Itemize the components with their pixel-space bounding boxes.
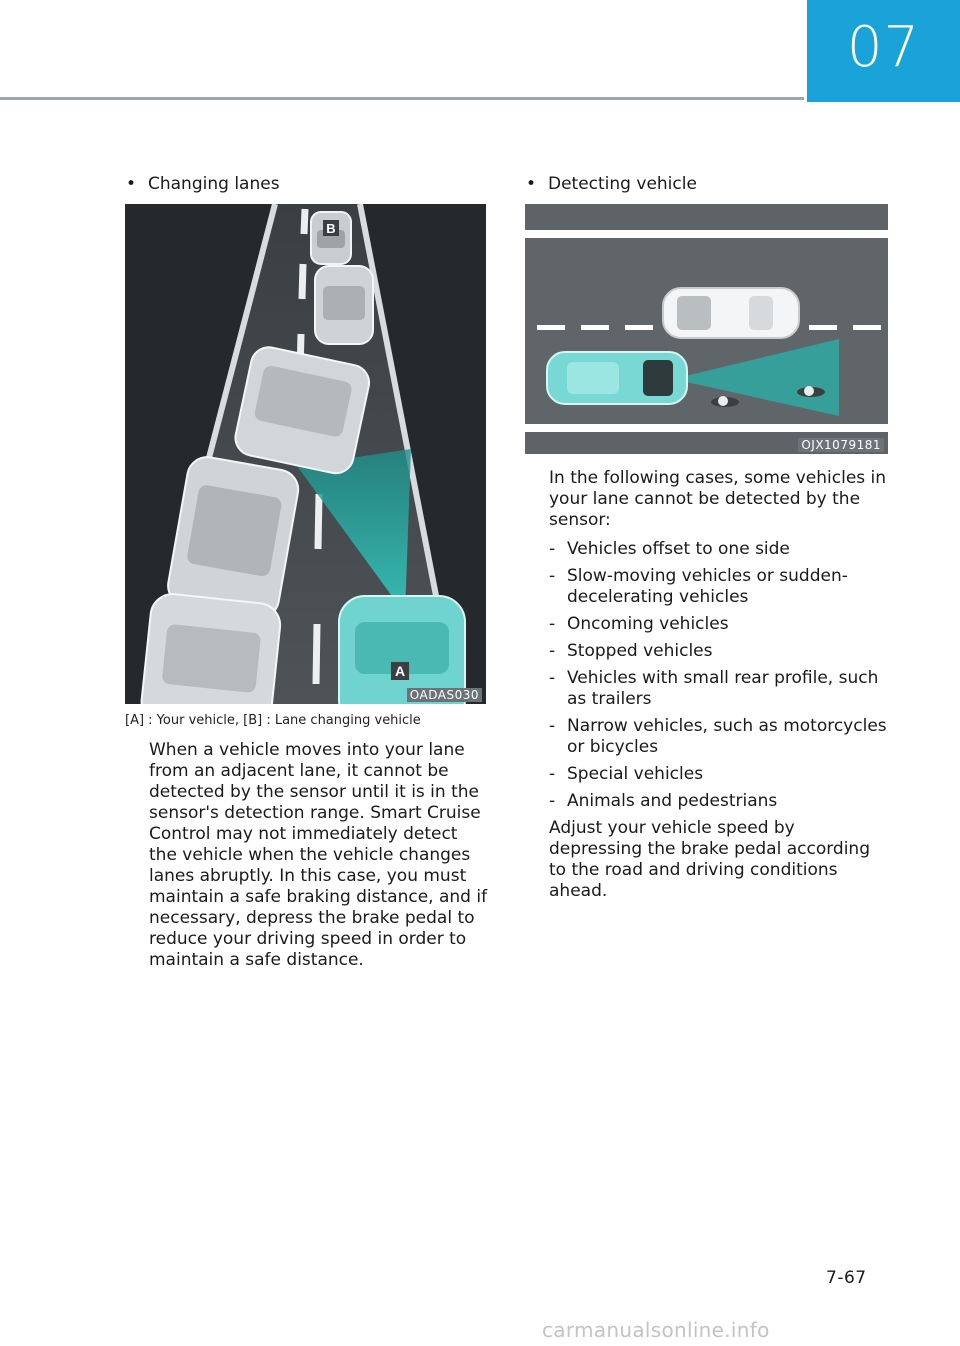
list-item: - Narrow vehicles, such as motorcycles or bicycles xyxy=(549,716,887,757)
list-item: - Vehicles with small rear profile, such as trailers xyxy=(549,668,879,709)
undetected-vehicle-list xyxy=(549,539,888,812)
list-item: - Oncoming vehicles xyxy=(549,614,729,634)
intro-paragraph: In the following cases, some vehicles in your lane cannot be detected by the sensor: xyxy=(549,468,887,530)
figure-caption: [A] : Your vehicle, [B] : Lane changing vehicle xyxy=(125,713,421,728)
list-item: - Stopped vehicles xyxy=(549,641,713,661)
figure-changing-lanes xyxy=(125,204,486,704)
heading-text: Changing lanes xyxy=(148,174,280,194)
closing-paragraph: Adjust your vehicle speed by depressing the brake pedal according to the road and driving conditions ahead. xyxy=(549,818,870,901)
list-item: - Vehicles offset to one side xyxy=(549,539,790,559)
own-vehicle xyxy=(547,352,687,404)
chapter-number: 07 xyxy=(846,14,921,80)
figure-code: OJX1079181 xyxy=(798,438,884,452)
bullet-heading-changing-lanes xyxy=(116,170,488,198)
watermark: carmanualsonline.info xyxy=(542,1318,770,1342)
paragraph-changing-lanes: When a vehicle moves into your lane from an adjacent lane, it cannot be detected by the sensor until it is in the sensor's detection range. Smart Cruise Control may not immediately detect the vehicle when the vehicle changes lanes abruptly. In this case, you must maintain a safe braking distance, and if necessary, depress the brake pedal to reduce your driving speed in order to maintain a safe distance. xyxy=(149,740,488,970)
list-item: - Special vehicles xyxy=(549,764,704,784)
figure-detecting-vehicle xyxy=(525,204,888,454)
chapter-tab xyxy=(807,0,960,102)
bullet-heading-detecting-vehicle xyxy=(516,170,888,198)
page-number: 7-67 xyxy=(826,1268,867,1288)
header-rule xyxy=(0,97,804,100)
list-item: - Animals and pedestrians xyxy=(549,791,778,811)
list-item: - Slow-moving vehicles or sudden-decelerating vehicles xyxy=(549,566,848,607)
svg-text:B: B xyxy=(326,221,336,236)
vehicle-b xyxy=(311,212,351,264)
label-b-badge xyxy=(323,220,339,236)
left-column xyxy=(116,170,488,971)
lane-change-illustration xyxy=(125,204,486,704)
white-vehicle xyxy=(663,288,799,338)
label-a-badge xyxy=(391,662,409,680)
bullet-mark: • xyxy=(526,174,537,194)
figure-code: OADAS030 xyxy=(407,688,482,702)
right-column xyxy=(516,170,888,902)
svg-text:A: A xyxy=(394,663,406,679)
heading-text: Detecting vehicle xyxy=(548,174,697,194)
bullet-mark: • xyxy=(126,174,137,194)
detecting-vehicle-illustration xyxy=(525,204,888,454)
